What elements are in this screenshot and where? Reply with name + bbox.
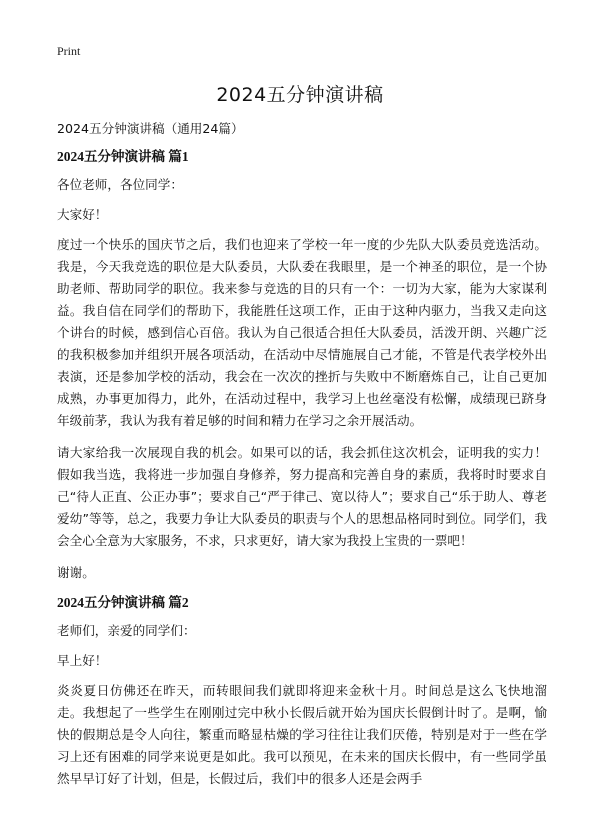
salutation: 各位老师，各位同学： [57, 177, 183, 192]
page-title: 2024五分钟演讲稿 [216, 84, 384, 106]
section-heading-1: 2024五分钟演讲稿 篇1 [57, 149, 189, 164]
body-paragraph: 度过一个快乐的国庆节之后，我们也迎来了学校一年一度的少先队大队委员竞选活动。我是，今天我竞选的职位是大队委员，大队委在我眼里，是一个神圣的职位，是一个协助老师、帮助同学的职位。我来参与竞选的目的只有一个：一切为大家，能为大家谋利益。我自信在同学们的帮助下，我能胜任这项工作，正由于这种内驱力，当我又走向这个讲台的时候，感到信心百倍。我认为自己很适合担任大队委员，活泼开朗、兴趣广泛的我积极参加并组织开展各项活动，在活动中尽情施展自己才能，不管是代表学校外出表演，还是参加学校的活动，我会在一次次的挫折与失败中不断磨炼自己，让自己更加成熟，办事更加得力，此外，在活动过程中，我学习上也丝毫没有松懈，成绩现已跻身年级前茅，我认为我有着足够的时间和精力在学习之余开展活动。 [57, 237, 547, 428]
document-body [57, 118, 547, 800]
document-subtitle: 2024五分钟演讲稿（通用24篇） [57, 121, 244, 136]
print-link[interactable]: Print [57, 44, 81, 58]
body-paragraph: 请大家给我一次展现自我的机会。如果可以的话，我会抓住这次机会，证明我的实力！假如我当选，我将进一步加强自身修养，努力提高和完善自身的素质，我将时时要求自己“待人正直、公正办事”；要求自己“严于律己、宽以待人”；要求自己“乐于助人、尊老爱幼”等等，总之，我要力争让大队委员的职责与个人的思想品格同时到位。同学们，我会全心全意为大家服务，不求，只求更好，请大家为我投上宝贵的一票吧！ [57, 445, 547, 548]
greeting: 大家好！ [57, 207, 108, 222]
greeting: 早上好！ [57, 653, 108, 668]
salutation: 老师们，亲爱的同学们： [57, 623, 196, 638]
body-paragraph: 炎炎夏日仿佛还在昨天，而转眼间我们就即将迎来金秋十月。时间总是这么飞快地溜走。我想起了一些学生在刚刚过完中秋小长假后就开始为国庆长假倒计时了。是啊，愉快的假期总是令人向往，繁重而略显枯燥的学习往往让我们厌倦，特别是对于一些在学习上还有困难的同学来说更是如此。我可以预见，在未来的国庆长假中，有一些同学虽然早早订好了计划，但是，长假过后，我们中的很多人还是会两手 [57, 683, 547, 786]
section-heading-2: 2024五分钟演讲稿 篇2 [57, 595, 189, 610]
closing: 谢谢。 [57, 565, 95, 580]
